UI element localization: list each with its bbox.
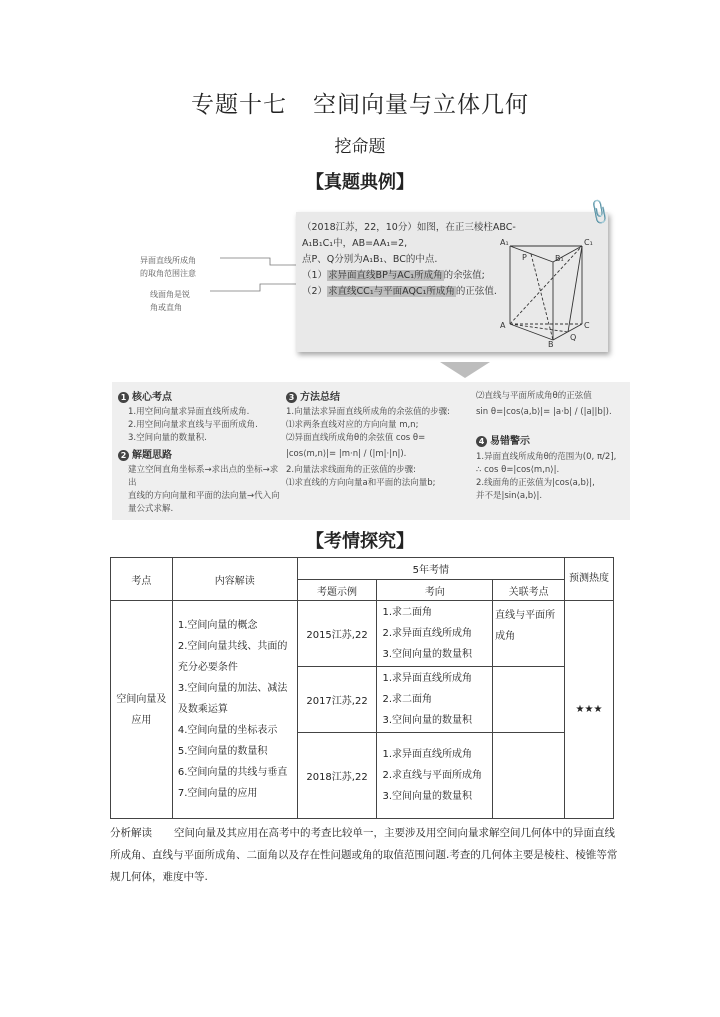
problem-q1 (302, 268, 518, 284)
side-note-1 (140, 254, 196, 280)
warn-line-4: 并不是|sin⟨a,b⟩|. (476, 491, 543, 501)
solution-idea-text (118, 464, 286, 516)
method-summary-continued (476, 390, 626, 419)
error-warning-text (476, 451, 628, 503)
core-point-3: 3.空间向量的数量积. (128, 433, 207, 443)
q2-suffix: 的正弦值. (455, 286, 497, 297)
content-item-1: 1.空间向量的概念 (177, 620, 258, 631)
direction-2015-1: 1.求二面角 (382, 607, 432, 618)
core-point-2: 2.用空间向量求直线与平面所成角. (128, 420, 258, 430)
idea-line-3: 量公式求解. (128, 504, 174, 514)
content-item-7: 7.空间向量的应用 (177, 788, 258, 799)
exam-analysis-table (110, 557, 614, 819)
title-topic-number: 专题十七 (191, 92, 287, 118)
cell-topic: 空间向量及应用 (111, 601, 173, 819)
cell-heat: ★★★ (565, 601, 614, 819)
problem-q2 (302, 284, 518, 300)
solution-idea-block (118, 446, 286, 516)
page-subtitle: 挖命题 (334, 137, 386, 157)
direction-2015-3: 3.空间向量的数量积 (382, 649, 472, 660)
method-line-4: |cos⟨m,n⟩|= |m·n| / (|m|·|n|). (286, 449, 407, 459)
warn-line-1: 1.异面直线所成角θ的范围为(0, π/2], (476, 452, 617, 462)
cell-directions-2017 (377, 667, 493, 733)
direction-2017-3: 3.空间向量的数量积 (382, 715, 472, 726)
number-badge-2: 2 (118, 450, 129, 461)
analysis-text: 空间向量及其应用在高考中的考查比较单一，主要涉及用空间向量求解空间几何体中的异面直线所成角、直线与平面所成角、二面角以及存在性问题或角的取值范围问题.考查的几何体主要是棱柱、棱锥等常规几何体，难度中等. (110, 827, 618, 883)
content-item-4: 4.空间向量的坐标表示 (177, 725, 278, 736)
warn-line-2: ∴ cos θ=|cos⟨m,n⟩|. (476, 465, 560, 475)
direction-2017-2: 2.求二面角 (382, 694, 432, 705)
header-guanlian: 关联考点 (493, 580, 565, 601)
idea-line-2: 直线的方向向量和平面的法向量→代入向 (128, 491, 280, 501)
diag-qc1 (568, 246, 582, 332)
direction-2018-2: 2.求直线与平面所成角 (382, 770, 482, 781)
direction-2018-1: 1.求异面直线所成角 (382, 749, 472, 760)
q1-suffix: 的余弦值; (443, 270, 485, 281)
method-line-3: ⑵异面直线所成角θ的余弦值 cos θ= (286, 433, 426, 443)
method-summary-heading (286, 388, 476, 403)
side-note-2-line1: 线面角是锐 (150, 290, 190, 299)
cell-related-2017 (493, 667, 565, 733)
down-arrow-icon (440, 362, 490, 380)
side-note-2-line2: 角或直角 (150, 303, 182, 312)
q2-highlight: 求直线CC₁与平面AQC₁所成角 (328, 286, 455, 297)
edge-bc (553, 324, 582, 340)
solution-idea-heading (118, 446, 286, 461)
number-badge-3: 3 (286, 392, 297, 403)
problem-line1: （2018江苏，22，10分）如图，在正三棱柱ABC-A₁B₁C₁中，AB=AA₁=2, (302, 222, 516, 249)
direction-2017-1: 1.求异面直线所成角 (382, 673, 472, 684)
label-c: C (584, 321, 590, 330)
method-line-5: 2.向量法求线面角的正弦值的步骤: (286, 465, 416, 475)
label-b1: B₁ (555, 254, 564, 263)
method-right-line-1: ⑵直线与平面所成角θ的正弦值 (476, 391, 592, 401)
cell-related-2018 (493, 733, 565, 819)
header-neirong: 内容解读 (172, 558, 297, 601)
section-heading-exam-analysis: 【考情探究】 (306, 531, 414, 552)
header-yuce: 预测热度 (565, 558, 614, 601)
side-note-1-line1: 异面直线所成角 (140, 256, 196, 265)
error-warning-heading (476, 432, 628, 447)
core-points-block (118, 388, 278, 445)
warn-line-3: 2.线面角的正弦值为|cos⟨a,b⟩|, (476, 478, 595, 488)
cell-directions-2015 (377, 601, 493, 667)
solution-idea-title: 解题思路 (132, 450, 172, 461)
edge-a1b1 (510, 246, 553, 262)
label-a1: A₁ (500, 238, 509, 247)
side-note-1-line2: 的取角范围注意 (140, 269, 196, 278)
diag-aq (510, 324, 568, 332)
page-title (0, 86, 720, 119)
cell-example-2015: 2015江苏,22 (297, 601, 377, 667)
header-kaodian: 考点 (111, 558, 173, 601)
method-line-6: ⑴求直线的方向向量a和平面的法向量b; (286, 478, 436, 488)
q2-prefix: （2） (302, 286, 328, 297)
prism-figure (498, 236, 600, 348)
analysis-paragraph (110, 822, 620, 888)
label-p: P (522, 253, 527, 262)
cell-example-2018: 2018江苏,22 (297, 733, 377, 819)
error-warning-title: 易错警示 (490, 436, 530, 447)
problem-text (302, 220, 518, 300)
section-heading-examples: 【真题典例】 (306, 172, 414, 193)
core-points-title: 核心考点 (132, 392, 172, 403)
table-row (111, 601, 614, 667)
core-point-1: 1.用空间向量求异面直线所成角. (128, 407, 250, 417)
content-item-6: 6.空间向量的共线与垂直 (177, 767, 288, 778)
number-badge-4: 4 (476, 436, 487, 447)
method-summary-text (286, 406, 476, 490)
diag-bp (531, 254, 553, 340)
q1-highlight: 求异面直线BP与AC₁所成角 (328, 270, 443, 281)
problem-line2: 点P、Q分别为A₁B₁、BC的中点. (302, 254, 438, 265)
label-c1: C₁ (584, 238, 593, 247)
header-five-years: 5年考情 (297, 558, 564, 580)
direction-2018-3: 3.空间向量的数量积 (382, 791, 472, 802)
content-item-5: 5.空间向量的数量积 (177, 746, 268, 757)
edge-ab (510, 324, 553, 340)
cell-content (172, 601, 297, 819)
cell-related-2015: 直线与平面所成角 (493, 601, 565, 667)
idea-line-1: 建立空间直角坐标系→求出点的坐标→求出 (128, 465, 279, 488)
core-points-list (118, 406, 278, 445)
method-summary-block (286, 388, 476, 490)
title-topic-name: 空间向量与立体几何 (313, 92, 529, 118)
label-a: A (500, 321, 506, 330)
method-summary-title: 方法总结 (300, 392, 340, 403)
table-header-row-1 (111, 558, 614, 580)
header-kaoxiang: 考向 (377, 580, 493, 601)
method-right-text (476, 390, 626, 419)
method-right-line-2: sin θ=|cos⟨a,b⟩|= |a·b| / (|a||b|). (476, 407, 612, 417)
paperclip-icon: 📎 (584, 197, 615, 228)
method-line-2: ⑴求两条直线对应的方向向量 m,n; (286, 420, 419, 430)
label-b: B (548, 340, 554, 348)
q1-prefix: （1） (302, 270, 328, 281)
content-item-2: 2.空间向量共线、共面的充分必要条件 (177, 641, 288, 673)
connector-line-2 (210, 284, 310, 291)
number-badge-1: 1 (118, 392, 129, 403)
cell-directions-2018 (377, 733, 493, 819)
method-line-1: 1.向量法求异面直线所成角的余弦值的步骤: (286, 407, 450, 417)
direction-2015-2: 2.求异面直线所成角 (382, 628, 472, 639)
header-example: 考题示例 (297, 580, 377, 601)
analysis-label: 分析解读 (110, 827, 152, 839)
core-points-heading (118, 388, 278, 403)
side-note-2 (150, 288, 190, 314)
error-warning-block (476, 432, 628, 503)
cell-example-2017: 2017江苏,22 (297, 667, 377, 733)
content-item-3: 3.空间向量的加法、减法及数乘运算 (177, 683, 288, 715)
label-q: Q (570, 333, 577, 342)
